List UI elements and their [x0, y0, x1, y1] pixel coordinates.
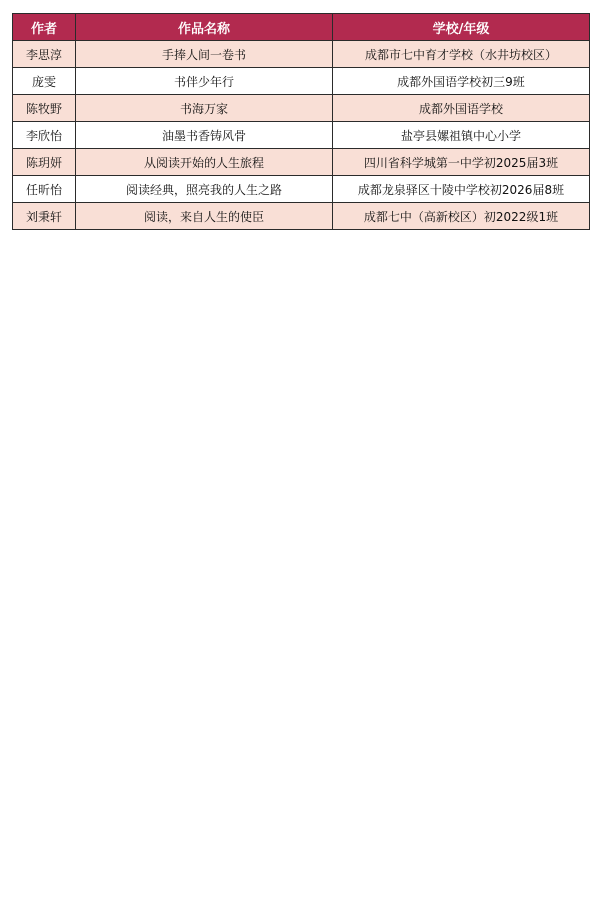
cell-author: 陈牧野 [13, 95, 76, 122]
table-row [13, 149, 590, 176]
awards-table [12, 13, 590, 230]
cell-title: 阅读，来自人生的使臣 [76, 203, 333, 230]
cell-title: 手捧人间一卷书 [76, 41, 333, 68]
cell-title: 书伴少年行 [76, 68, 333, 95]
cell-author: 李思淳 [13, 41, 76, 68]
cell-school: 成都市七中育才学校（水井坊校区） [333, 41, 590, 68]
header-school: 学校/年级 [333, 14, 590, 41]
header-author: 作者 [13, 14, 76, 41]
cell-author: 任昕怡 [13, 176, 76, 203]
cell-author: 李欣怡 [13, 122, 76, 149]
table-row [13, 122, 590, 149]
cell-author: 庞雯 [13, 68, 76, 95]
header-title: 作品名称 [76, 14, 333, 41]
cell-school: 成都外国语学校 [333, 95, 590, 122]
cell-title: 从阅读开始的人生旅程 [76, 149, 333, 176]
cell-school: 成都外国语学校初三9班 [333, 68, 590, 95]
cell-title: 阅读经典，照亮我的人生之路 [76, 176, 333, 203]
table-row [13, 41, 590, 68]
table-header-row [13, 14, 590, 41]
table-row [13, 95, 590, 122]
cell-school: 成都七中（高新校区）初2022级1班 [333, 203, 590, 230]
table-row [13, 176, 590, 203]
cell-author: 刘秉轩 [13, 203, 76, 230]
cell-school: 四川省科学城第一中学初2025届3班 [333, 149, 590, 176]
cell-school: 成都龙泉驿区十陵中学校初2026届8班 [333, 176, 590, 203]
cell-school: 盐亭县嫘祖镇中心小学 [333, 122, 590, 149]
table-row [13, 203, 590, 230]
cell-title: 油墨书香铸风骨 [76, 122, 333, 149]
cell-author: 陈玥妍 [13, 149, 76, 176]
cell-title: 书海万家 [76, 95, 333, 122]
table-row [13, 68, 590, 95]
